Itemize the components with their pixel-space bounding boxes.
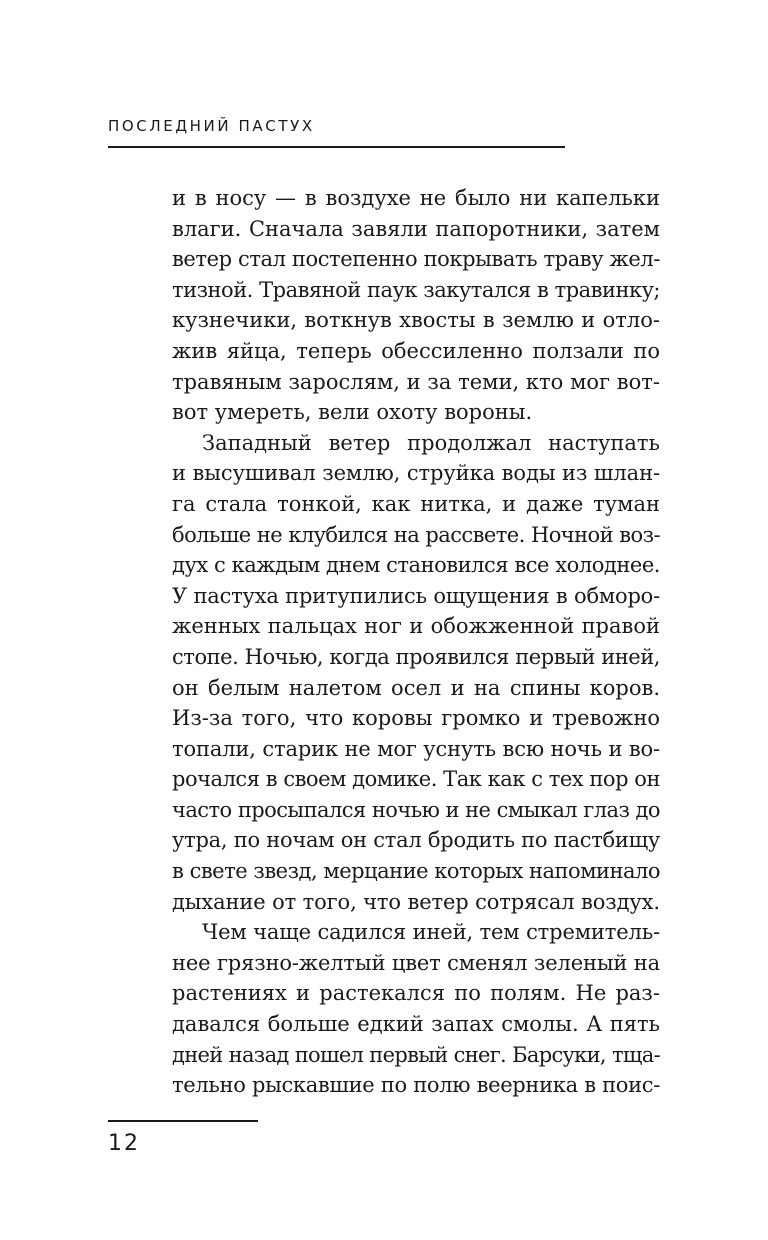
text-line: дух с каждым днем становился все холоднее. xyxy=(172,553,660,578)
text-line: кузнечики, воткнув хвосты в землю и отло- xyxy=(172,308,660,333)
text-line: ветер стал постепенно покрывать траву жел- xyxy=(172,247,660,272)
header-rule xyxy=(108,146,565,148)
text-line: Западный ветер продолжал наступать xyxy=(202,430,660,455)
body-text xyxy=(172,183,660,1101)
text-line: дней назад пошел первый снег. Барсуки, тща- xyxy=(172,1042,660,1067)
text-line: он белым налетом осел и на спины коров. xyxy=(172,675,660,700)
text-line: в свете звезд, мерцание которых напоминало xyxy=(172,859,660,884)
text-line: растениях и растекался по полям. Не раз- xyxy=(172,981,660,1006)
text-line: тельно рыскавшие по полю веерника в поис- xyxy=(172,1073,660,1098)
text-line: больше не клубился на рассвете. Ночной воз- xyxy=(172,522,660,547)
page-number: 12 xyxy=(108,1131,140,1156)
text-line: рочался в своем домике. Так как с тех пор он xyxy=(172,767,660,792)
text-line: У пастуха притупились ощущения в обморо- xyxy=(172,583,660,608)
text-line: вот умереть, вели охоту вороны. xyxy=(172,400,533,425)
text-line: Из-за того, что коровы громко и тревожно xyxy=(172,706,660,731)
text-line: жив яйца, теперь обессиленно ползали по xyxy=(172,338,660,363)
running-head: ПОСЛЕДНИЙ ПАСТУХ xyxy=(108,117,315,135)
text-line: и высушивал землю, струйка воды из шлан- xyxy=(172,461,660,486)
text-line: травяным зарослям, и за теми, кто мог вот- xyxy=(172,369,660,394)
text-line: часто просыпался ночью и не смыкал глаз до xyxy=(172,797,660,822)
footer-rule xyxy=(108,1120,258,1122)
text-line: Чем чаще садился иней, тем стремитель- xyxy=(202,920,660,945)
text-line: влаги. Сначала завяли папоротники, затем xyxy=(172,216,660,241)
text-line: га стала тонкой, как нитка, и даже туман xyxy=(172,491,660,516)
text-line: и в носу — в воздухе не было ни капельки xyxy=(172,186,660,210)
text-line: дыхание от того, что ветер сотрясал воздух. xyxy=(172,889,660,914)
text-line: давался больше едкий запах смолы. А пять xyxy=(172,1012,660,1037)
text-line: тизной. Травяной паук закутался в травинку; xyxy=(172,277,660,302)
text-line: топали, старик не мог уснуть всю ночь и во- xyxy=(172,736,660,761)
text-line: утра, по ночам он стал бродить по пастбищу xyxy=(172,828,660,853)
text-line: нее грязно-желтый цвет сменял зеленый на xyxy=(172,950,660,975)
text-line: стопе. Ночью, когда проявился первый иней, xyxy=(172,644,660,669)
text-line: женных пальцах ног и обожженной правой xyxy=(172,614,660,639)
